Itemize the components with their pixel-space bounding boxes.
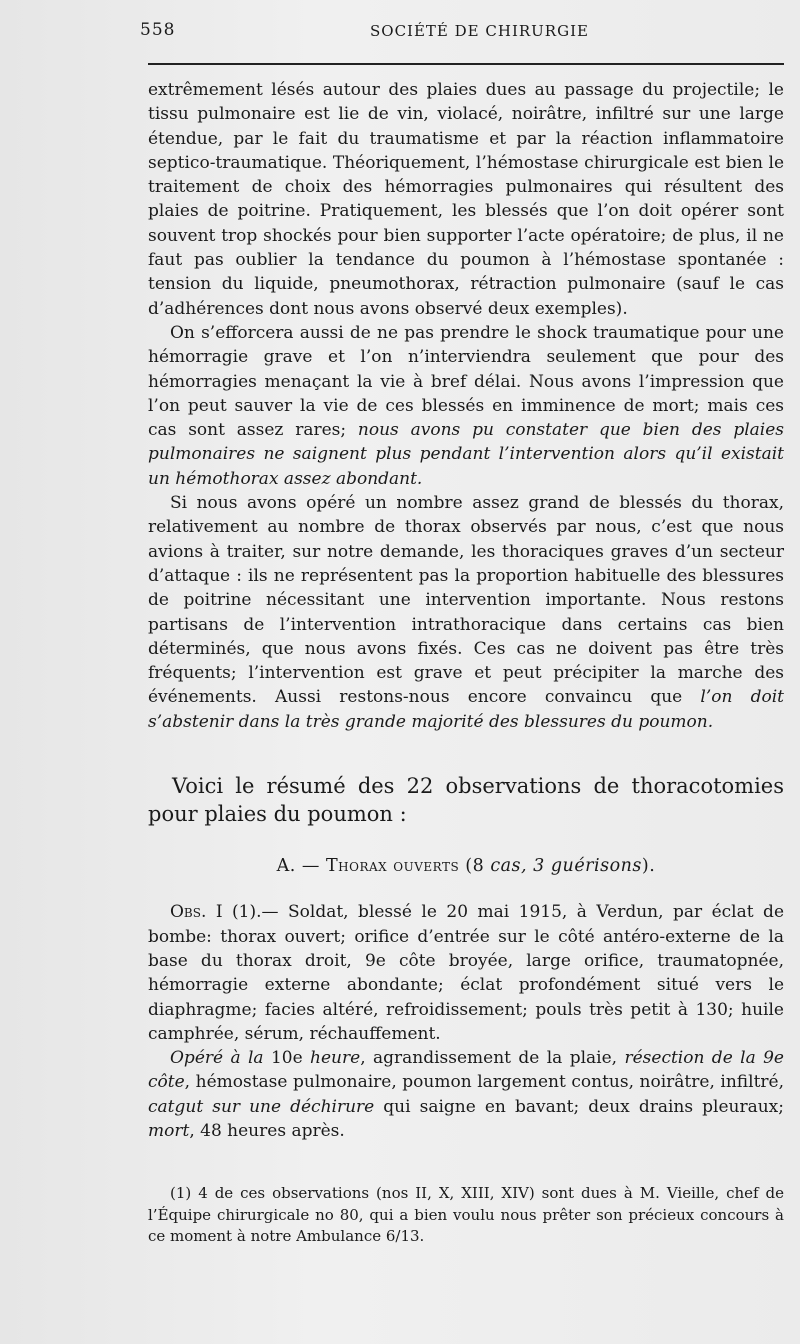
body-text [148, 78, 784, 1248]
observation-label: Obs. I [170, 902, 223, 923]
section-title-text: Thorax ouverts [326, 856, 460, 877]
paragraph-2-italic: nous avons pu constater que bien des plaies pulmonaires ne saignent plus pendant l’intervention alors qu’il existait un hémothorax assez abondant. [148, 420, 784, 489]
op-italic-1: Opéré à la [170, 1048, 264, 1069]
paragraph-3 [148, 491, 784, 734]
observation-text: (1).— Soldat, blessé le 20 mai 1915, à Verdun, par éclat de bombe: thorax ouvert; orifice d’entrée sur le côté antéro-externe de la base du thorax droit, 9e côte broyée, large orifice, traumatopnée, hémorragie externe abondante; éclat profondément situé vers le diaphragme; facies altéré, refroidissement; pouls très petit à 130; huile camphrée, sérum, réchauffement. [148, 902, 785, 1044]
header-rule [148, 63, 784, 65]
operation-paragraph [148, 1046, 784, 1143]
paragraph-1: extrêmement lésés autour des plaies dues au passage du projectile; le tissu pulmonaire est lie de vin, violacé, noirâtre, infiltré sur une large étendue, par le fait du traumatisme et par la réaction inflammatoire septico-traumatique. Théoriquement, l’hémostase chirurgicale est bien le traitement de choix des hémorragies pulmonaires qui résultent des plaies de poitrine. Pratiquement, les blessés que l’on doit opérer sont souvent trop shockés pour bien supporter l’acte opératoire; de plus, il ne faut pas oublier la tendance du poumon à l’hémostase spontanée : tension du liquide, pneumothorax, rétraction pulmonaire (sauf le cas d’adhérences dont nous avons observé deux exemples). [148, 80, 784, 319]
op-text-3: , hémostase pulmonaire, poumon largement contus, noirâtre, infiltré, [184, 1072, 784, 1093]
paragraph-3-text: Si nous avons opéré un nombre assez grand de blessés du thorax, relativement au nombre de thorax observés par nous, c’est que nous avions à traiter, sur notre demande, les thoraciques graves d’un secteur d’attaque : ils ne représentent pas la proportion habituelle des blessures de poitrine nécessitant une intervention importante. Nous restons partisans de l’intervention intrathoracique dans certains cas bien déterminés, que nous avons fixés. Ces cas ne doivent pas être très fréquents; l’intervention est grave et peut précipiter la marche des événements. Aussi restons-nous encore convaincu que [148, 493, 784, 708]
paragraph-3-italic: l’on doit s’abstenir dans la très grande majorité des blessures du poumon. [148, 687, 784, 732]
summary-heading: Voici le résumé des 22 observations de thoracotomies pour plaies du poumon : [148, 774, 784, 827]
op-italic-4: catgut sur une déchirure [148, 1096, 375, 1117]
op-text-2: , agrandissement de la plaie, [360, 1048, 625, 1069]
page-header [0, 20, 800, 44]
section-letter: A. — [276, 856, 326, 877]
section-count-close: ). [641, 856, 656, 877]
running-head: SOCIÉTÉ DE CHIRURGIE [370, 22, 589, 40]
page-number: 558 [140, 20, 176, 40]
footnote: (1) 4 de ces observations (nos II, X, XIII, XIV) sont dues à M. Vieille, chef de l’Équipe chirurgicale no 80, qui a bien voulu nous prêter son précieux concours à ce moment à notre Ambulance 6/13. [148, 1184, 784, 1246]
op-text-1: 10e [263, 1048, 311, 1069]
op-text-5: , 48 heures après. [189, 1120, 345, 1141]
op-text-4: qui saigne en bavant; deux drains pleuraux; [374, 1096, 784, 1117]
paragraph-2 [148, 321, 784, 491]
op-italic-2: heure [310, 1048, 361, 1069]
op-italic-5: mort [148, 1120, 190, 1141]
section-count: cas, 3 guérisons [490, 856, 642, 877]
observation-1 [148, 900, 784, 1046]
op-italic-3: résection de la 9e côte [148, 1048, 784, 1093]
paragraph-2-text: On s’efforcera aussi de ne pas prendre le shock traumatique pour une hémorragie grave et l’on n’interviendra seulement que pour des hémorragies menaçant la vie à bref délai. Nous avons l’impression que l’on peut sauver la vie de ces blessés en imminence de mort; mais ces cas sont assez rares; [148, 322, 784, 441]
section-count-open: (8 [459, 856, 491, 877]
section-title [148, 854, 784, 878]
